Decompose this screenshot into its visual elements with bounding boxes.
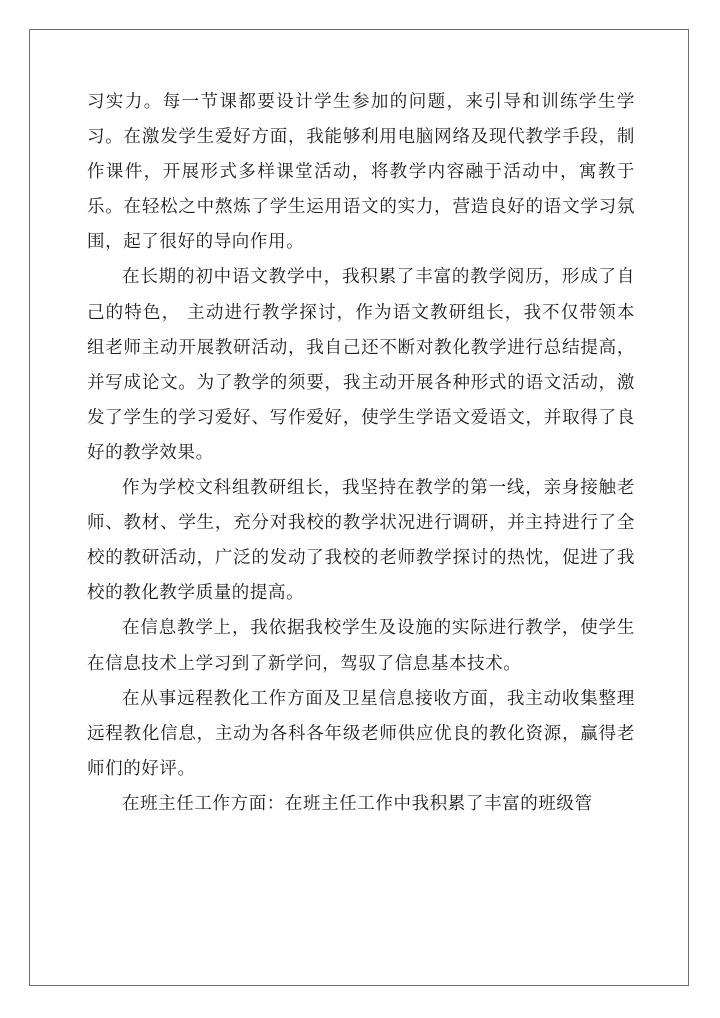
paragraph-continuation: 习实力。每一节课都要设计学生参加的问题，来引导和训练学生学习。在激发学生爱好方面，我能够利用电脑网络及现代教学手段，制作课件，开展形式多样课堂活动，将教学内容融于活动中，寓教于乐。在轻松之中熬炼了学生运用语文的实力，营造良好的语文学习氛围，起了很好的导向作用。: [87, 92, 635, 253]
paragraph-chinese-teaching: 在长期的初中语文教学中，我积累了丰富的教学阅历，形成了自己的特色， 主动进行教学探讨，作为语文教研组长，我不仅带领本组老师主动开展教研活动，我自己还不断对教化教学进行总结提高，并写成论文。为了教学的须要，我主动开展各种形式的语文活动，激发了学生的学习爱好、写作爱好，使学生学语文爱语文，并取得了良好的教学效果。: [87, 267, 635, 463]
paragraph-remote-education: 在从事远程教化工作方面及卫星信息接收方面，我主动收集整理远程教化信息，主动为各科各年级老师供应优良的教化资源，赢得老师们的好评。: [87, 688, 635, 779]
document-body: [87, 85, 635, 822]
paragraph-class-teacher: 在班主任工作方面：在班主任工作中我积累了丰富的班级管: [122, 793, 593, 814]
paragraph-research-group: 作为学校文科组教研组长，我坚持在教学的第一线，亲身接触老师、教材、学生，充分对我校的教学状况进行调研，并主持进行了全校的教研活动，广泛的发动了我校的老师教学探讨的热忱，促进了我校的教化教学质量的提高。: [87, 478, 635, 604]
paragraph-information-teaching: 在信息教学上，我依据我校学生及设施的实际进行教学，使学生在信息技术上学习到了新学问，驾驭了信息基本技术。: [87, 618, 635, 674]
